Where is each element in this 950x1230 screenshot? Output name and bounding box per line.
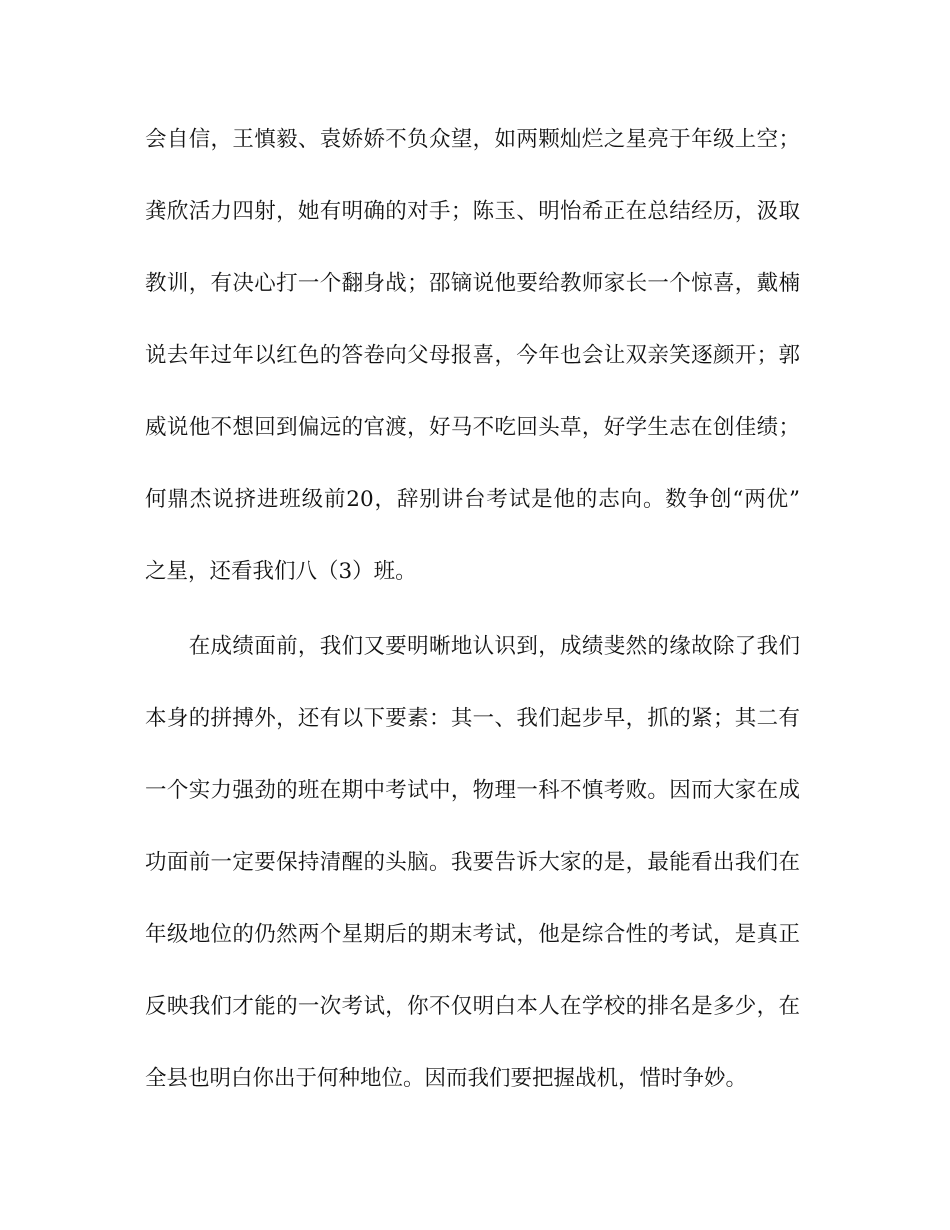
text-line-2: 龚欣活力四射，她有明确的对手；陈玉、明怡希正在总结经历，汲取: [145, 199, 800, 224]
text-line-12: 年级地位的仍然两个星期后的期末考试，他是综合性的考试，是真正: [145, 922, 800, 947]
text-line-13: 反映我们才能的一次考试，你不仅明白本人在学校的排名是多少，在: [145, 994, 800, 1019]
text-line-5: 威说他不想回到偏远的官渡，好马不吃回头草，好学生志在创佳绩；: [145, 415, 800, 440]
text-line-3: 教训，有决心打一个翻身战；邵镝说他要给教师家长一个惊喜，戴楠: [145, 271, 800, 296]
text-line-8: 在成绩面前，我们又要明晰地认识到，成绩斐然的缘故除了我们: [145, 634, 800, 659]
text-line-14: 全县也明白你出于何种地位。因而我们要把握战机，惜时争妙。: [145, 1066, 748, 1091]
text-line-4: 说去年过年以红色的答卷向父母报喜，今年也会让双亲笑逐颜开；郭: [145, 343, 800, 368]
text-line-11: 功面前一定要保持清醒的头脑。我要告诉大家的是，最能看出我们在: [145, 850, 800, 875]
text-line-9: 本身的拼搏外，还有以下要素：其一、我们起步早，抓的紧；其二有: [145, 706, 800, 731]
text-line-7: 之星，还看我们八（3）班。: [145, 559, 417, 584]
text-line-1: 会自信，王慎毅、袁娇娇不负众望，如两颗灿烂之星亮于年级上空；: [145, 127, 800, 152]
text-line-10: 一个实力强劲的班在期中考试中，物理一科不慎考败。因而大家在成: [145, 778, 800, 803]
document-body: [145, 120, 800, 1131]
text-line-6: 何鼎杰说挤进班级前20，辞别讲台考试是他的志向。数争创“两优”: [145, 487, 800, 512]
